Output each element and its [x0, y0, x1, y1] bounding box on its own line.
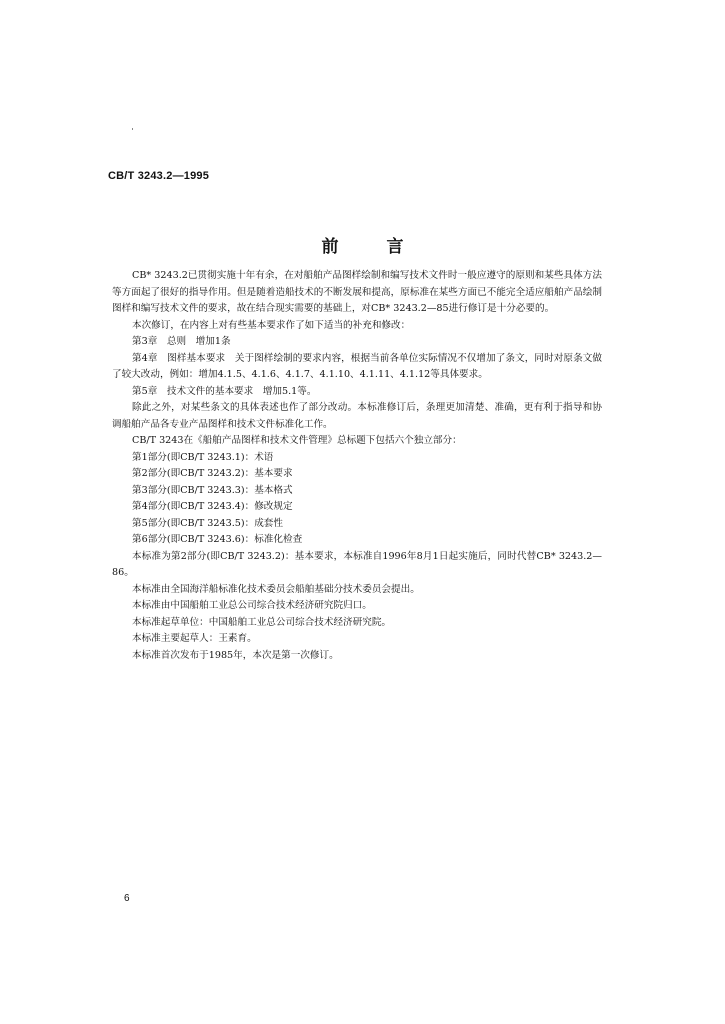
paragraph: 第4章 图样基本要求 关于图样绘制的要求内容，根据当前各单位实际情况不仅增加了条文，同时对原条文做了较大改动，例如：增加4.1.5、4.1.6、4.1.7、4.1.10、4.1.11、4.1.12等具体要求。 — [112, 352, 602, 380]
page-title: 前言 — [321, 237, 452, 257]
paragraph: 本标准首次发布于1985年，本次是第一次修订。 — [132, 649, 339, 661]
list-item: 第5部分(即CB/T 3243.5)：成套性 — [132, 517, 283, 529]
paragraph: 除此之外，对某些条文的具体表述也作了部分改动。本标准修订后，条理更加清楚、准确，更有利于指导和协调船舶产品各专业产品图样和技术文件标准化工作。 — [112, 402, 602, 430]
page-number: 6 — [124, 893, 130, 904]
list-item: 第1部分(即CB/T 3243.1)：术语 — [132, 451, 274, 463]
paragraph: CB/T 3243在《船舶产品图样和技术文件管理》总标题下包括六个独立部分： — [132, 435, 462, 446]
list-item: 第3部分(即CB/T 3243.3)：基本格式 — [132, 484, 293, 496]
paragraph: 本标准由中国船舶工业总公司综合技术经济研究院归口。 — [132, 600, 372, 611]
list-item: 第4部分(即CB/T 3243.4)：修改规定 — [132, 501, 293, 512]
paragraph: 本次修订，在内容上对有些基本要求作了如下适当的补充和修改： — [132, 319, 411, 331]
paragraph: 第5章 技术文件的基本要求 增加5.1等。 — [132, 385, 317, 397]
standard-code: CB/T 3243.2—1995 — [108, 170, 210, 182]
paragraph: 本标准由全国海洋船标准化技术委员会船舶基础分技术委员会提出。 — [132, 583, 420, 595]
paragraph: 本标准起草单位：中国船舶工业总公司综合技术经济研究院。 — [132, 616, 392, 628]
paragraph: 本标准为第2部分(即CB/T 3243.2)：基本要求，本标准自1996年8月1日起实施后，同时代替CB* 3243.2—86。 — [112, 550, 602, 578]
paragraph: 第3章 总则 增加1条 — [132, 336, 231, 347]
scan-speck — [132, 128, 133, 130]
list-item: 第2部分(即CB/T 3243.2)：基本要求 — [132, 468, 293, 479]
foreword-body — [112, 268, 602, 664]
paragraph: CB* 3243.2已贯彻实施十年有余，在对船舶产品图样绘制和编写技术文件时一般应遵守的原则和某些具体方法等方面起了很好的指导作用。但是随着造船技术的不断发展和提高，原标准在某些方面已不能完全适应船舶产品绘制图样和编写技术文件的要求，故在结合现实需要的基础上，对CB* 3243.2—85进行修订是十分必要的。 — [112, 270, 602, 314]
paragraph: 本标准主要起草人：王素育。 — [132, 633, 257, 644]
list-item: 第6部分(即CB/T 3243.6)：标准化检查 — [132, 534, 303, 545]
